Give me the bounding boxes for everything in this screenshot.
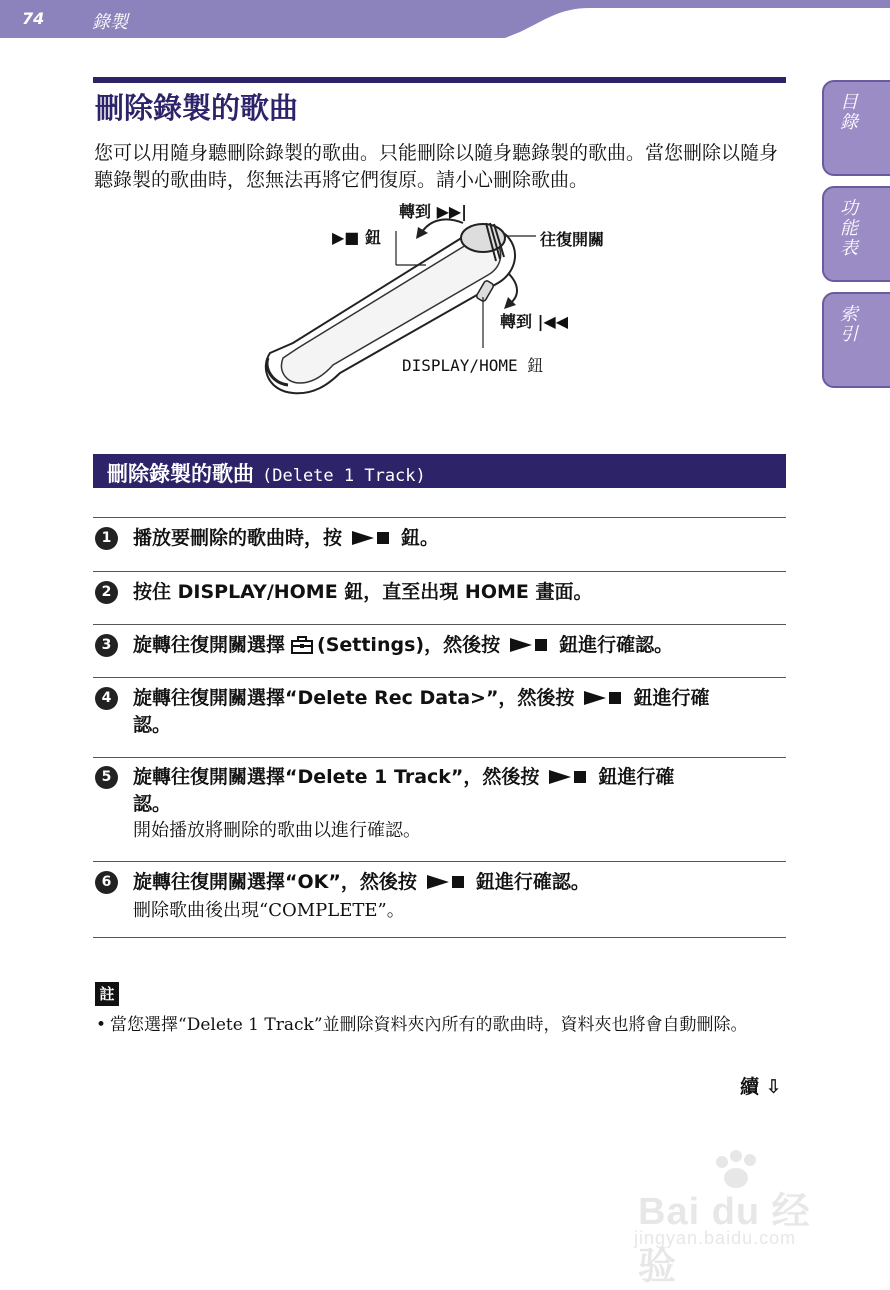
tab-menu[interactable] (822, 186, 890, 282)
step-number: 6 (95, 871, 118, 894)
step-text (133, 764, 783, 818)
step-text (133, 632, 783, 659)
divider (93, 937, 786, 938)
step-text (133, 869, 783, 896)
note-label: 註 (95, 982, 119, 1006)
stop-icon (574, 771, 586, 783)
divider (93, 757, 786, 758)
step-subtext: 刪除歌曲後出現“COMPLETE”。 (133, 900, 405, 921)
tab-contents[interactable] (822, 80, 890, 176)
section-name: 錄製 (92, 12, 128, 33)
section-bar-title (107, 458, 426, 488)
note-body: 當您選擇“Delete 1 Track”並刪除資料夾內所有的歌曲時，資料夾也將會自動刪除。 (110, 1015, 748, 1035)
player-illustration (258, 193, 605, 408)
divider (93, 571, 786, 572)
step-text-middle: (Settings)，然後按 (317, 634, 501, 656)
step-text-after: 鈕進行確 (633, 687, 710, 709)
step-text (133, 685, 783, 739)
tab-index[interactable] (822, 292, 890, 388)
note-bullet: • (96, 1015, 107, 1035)
play-icon (584, 691, 606, 705)
callout-display-button: DISPLAY/HOME 鈕 (402, 356, 544, 375)
play-icon (352, 531, 374, 545)
callout-turn-next: 轉到 ▶▶| (399, 202, 468, 221)
tab-contents-label: 目錄 (837, 92, 858, 132)
watermark-url: jingyan.baidu.com (634, 1228, 797, 1248)
step-text-after: 鈕。 (401, 527, 440, 549)
watermark-brand: Bai du 经验 (638, 1191, 811, 1288)
step-text-after: 鈕進行確認。 (475, 871, 590, 893)
step-text-before: 旋轉往復開關選擇“Delete Rec Data>”，然後按 (133, 687, 575, 709)
step-text-after: 鈕進行確 (598, 766, 675, 788)
page-title: 刪除錄製的歌曲 (95, 91, 299, 125)
stop-icon (452, 876, 464, 888)
step-text-line2: 認。 (133, 714, 172, 736)
step-number: 2 (95, 581, 118, 604)
step-text: 按住 DISPLAY/HOME 鈕，直至出現 HOME 畫面。 (133, 581, 593, 603)
play-icon (510, 638, 532, 652)
step-number: 4 (95, 687, 118, 710)
section-bar (93, 454, 786, 488)
page-number: 74 (22, 9, 45, 28)
callout-turn-prev: 轉到 |◀◀ (500, 312, 569, 331)
stop-icon (377, 532, 389, 544)
play-icon (549, 770, 571, 784)
step-text-before: 旋轉往復開關選擇“Delete 1 Track”，然後按 (133, 766, 540, 788)
step-text-before: 旋轉往復開關選擇“OK”，然後按 (133, 871, 417, 893)
divider (93, 861, 786, 862)
tab-menu-label: 功能表 (837, 198, 858, 258)
stop-icon (609, 692, 621, 704)
section-bar-title-text: 刪除錄製的歌曲 (107, 462, 254, 486)
toolbox-icon (291, 636, 313, 654)
continued-link[interactable]: 續 ⇩ (740, 1076, 782, 1098)
step-number: 3 (95, 634, 118, 657)
step-number: 1 (95, 527, 118, 550)
divider (93, 677, 786, 678)
step-number: 5 (95, 766, 118, 789)
step-text-after: 鈕進行確認。 (559, 634, 674, 656)
watermark (630, 1150, 840, 1288)
step-subtext: 開始播放將刪除的歌曲以進行確認。 (133, 820, 421, 841)
step-text-before: 播放要刪除的歌曲時，按 (133, 527, 343, 549)
play-icon (427, 875, 449, 889)
step-text (133, 525, 783, 552)
section-bar-subtitle: (Delete 1 Track) (262, 466, 426, 486)
step-text-before: 旋轉往復開關選擇 (133, 634, 286, 656)
header-band (0, 0, 890, 38)
callout-play-button: ▶■ 鈕 (332, 228, 381, 247)
divider (93, 624, 786, 625)
tab-index-label: 索引 (837, 304, 858, 344)
stop-icon (535, 639, 547, 651)
intro-paragraph: 您可以用隨身聽刪除錄製的歌曲。只能刪除以隨身聽錄製的歌曲。當您刪除以隨身聽錄製的歌曲時，您無法再將它們復原。請小心刪除歌曲。 (94, 142, 779, 191)
callout-shuttle-switch: 往復開關 (540, 230, 605, 249)
title-rule (93, 77, 786, 83)
divider (93, 517, 786, 518)
step-text-line2: 認。 (133, 793, 172, 815)
